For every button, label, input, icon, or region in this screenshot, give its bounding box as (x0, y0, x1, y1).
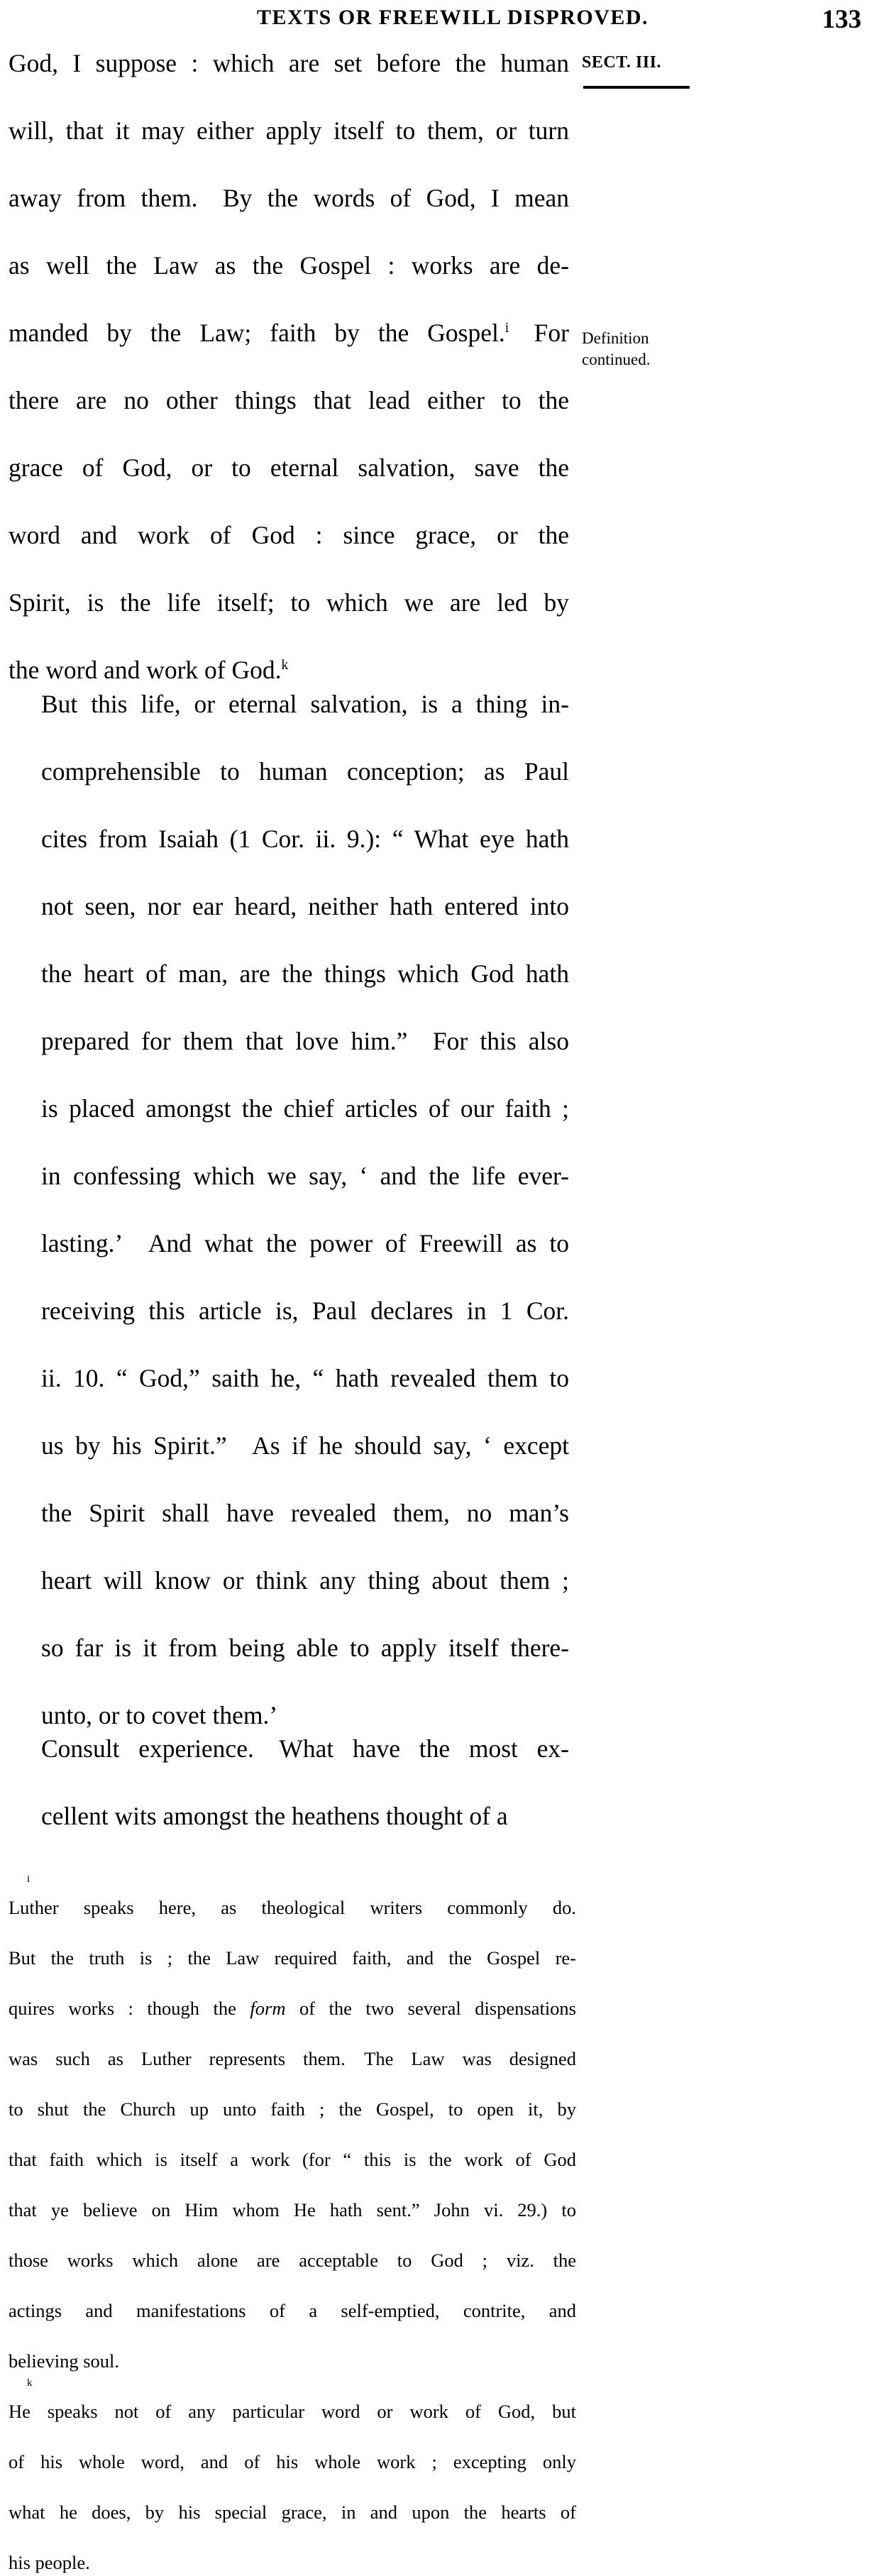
text-line-with-footnote-marker (9, 317, 569, 384)
text-line: word and work of God : since grace, or the (9, 521, 569, 549)
text-line: heart will know or think any thing about them ; (41, 1565, 569, 1595)
text-line-part: manded by the Law; faith by the Gospel. (9, 319, 505, 347)
text-line-part: the word and work of God. (9, 656, 282, 684)
footnote-marker-i: i (504, 321, 509, 336)
text-line: grace of God, or to eternal salvation, save the (9, 453, 569, 482)
footnote-italic-word: form (250, 1998, 286, 2019)
text-line: is placed amongst the chief articles of our faith ; (41, 1094, 569, 1123)
text-line: us by his Spirit.” As if he should say, ‘ except (41, 1431, 569, 1460)
text-line: the heart of man, are the things which God hath (41, 959, 569, 988)
footnote-line: Luther speaks here, as theological writers commonly do. (9, 1897, 576, 1918)
footnote-k (9, 2374, 576, 2576)
text-line: will, that it may either apply itself to them, or turn (9, 116, 569, 145)
body-paragraph-2 (9, 688, 569, 1733)
footnote-line-tail: of the two several dispensations (285, 1998, 576, 2019)
text-line-tail: For (509, 319, 569, 347)
footnote-line: that faith which is itself a work (for “ this is the work of God (9, 2149, 576, 2170)
text-line: lasting.’ And what the power of Freewill as to (41, 1228, 569, 1257)
text-line: cellent wits amongst the heathens thought of a (41, 1802, 508, 1830)
text-line-with-footnote-marker (9, 654, 569, 688)
footnote-marker-k: k (281, 658, 289, 673)
text-line: unto, or to covet them.’ (41, 1700, 278, 1729)
footnote-line: those works which alone are acceptable to God ; viz. the (9, 2250, 576, 2271)
footnote-line-with-italic (9, 1996, 576, 2047)
body-paragraph-3 (9, 1732, 569, 1834)
text-line: away from them. By the words of God, I mean (9, 184, 569, 212)
text-line: Consult experience. What have the most ex- (41, 1734, 569, 1763)
text-line: in confessing which we say, ‘ and the life ever- (41, 1161, 569, 1190)
page-title: TEXTS OR FREEWILL DISPROVED. (256, 6, 649, 29)
text-line: Spirit, is the life itself; to which we are led by (9, 588, 569, 617)
sidenote-rule (583, 86, 690, 89)
footnote-line: that ye believe on Him whom He hath sent.” John vi. 29.) to (9, 2199, 576, 2220)
footnote-marker-k-label: k (27, 2377, 33, 2389)
text-line: so far is it from being able to apply itself there- (41, 1633, 569, 1662)
text-line: cites from Isaiah (1 Cor. ii. 9.): “ What eye hath (41, 824, 569, 853)
footnote-i (9, 1871, 576, 2374)
footnote-line: of his whole word, and of his whole work ; excepting only (9, 2451, 576, 2472)
text-line: ii. 10. “ God,” saith he, “ hath revealed them to (41, 1363, 569, 1392)
sidenote-definition-continued (582, 328, 650, 370)
footnote-block (9, 1871, 576, 2576)
text-line: receiving this article is, Paul declares in 1 Cor. (41, 1296, 569, 1325)
text-band (0, 47, 877, 1834)
text-line: God, I suppose : which are set before the human (9, 49, 569, 77)
page-number: 133 (822, 5, 861, 34)
running-header (0, 6, 877, 47)
text-line: there are no other things that lead either to the (9, 386, 569, 414)
text-line: But this life, or eternal salvation, is a thing in- (41, 689, 569, 718)
footnote-marker-i-label: i (27, 1873, 31, 1885)
footnote-line: believing soul. (9, 2350, 120, 2372)
text-line: the Spirit shall have revealed them, no man’s (41, 1498, 569, 1527)
footnote-line: He speaks not of any particular word or work of God, but (9, 2401, 576, 2422)
sidenote-section-marker: SECT. III. (582, 53, 661, 72)
footnote-line: his people. (9, 2552, 90, 2573)
text-line: not seen, nor ear heard, neither hath entered into (41, 891, 569, 920)
text-line: as well the Law as the Gospel : works are de- (9, 251, 569, 280)
footnote-line: to shut the Church up unto faith ; the Gospel, to open it, by (9, 2098, 576, 2120)
text-line: comprehensible to human conception; as Paul (41, 756, 569, 786)
book-page (0, 5, 877, 2573)
footnote-line: actings and manifestations of a self-emptied, contrite, and (9, 2300, 576, 2321)
body-text-column (9, 47, 569, 1834)
footnote-line: was such as Luther represents them. The Law was designed (9, 2048, 576, 2069)
sidenote-definition-line1: Definition (582, 329, 649, 347)
footnote-separator-space (0, 1834, 877, 1871)
body-paragraph-1 (9, 47, 569, 688)
footnote-line-part: quires works : though the (9, 1998, 250, 2019)
text-line: prepared for them that love him.” For this also (41, 1026, 569, 1055)
footnote-line: But the truth is ; the Law required faith, and the Gospel re- (9, 1947, 576, 1969)
sidenote-definition-line2: continued. (582, 351, 651, 368)
footnote-line: what he does, by his special grace, in and upon the hearts of (9, 2501, 576, 2523)
